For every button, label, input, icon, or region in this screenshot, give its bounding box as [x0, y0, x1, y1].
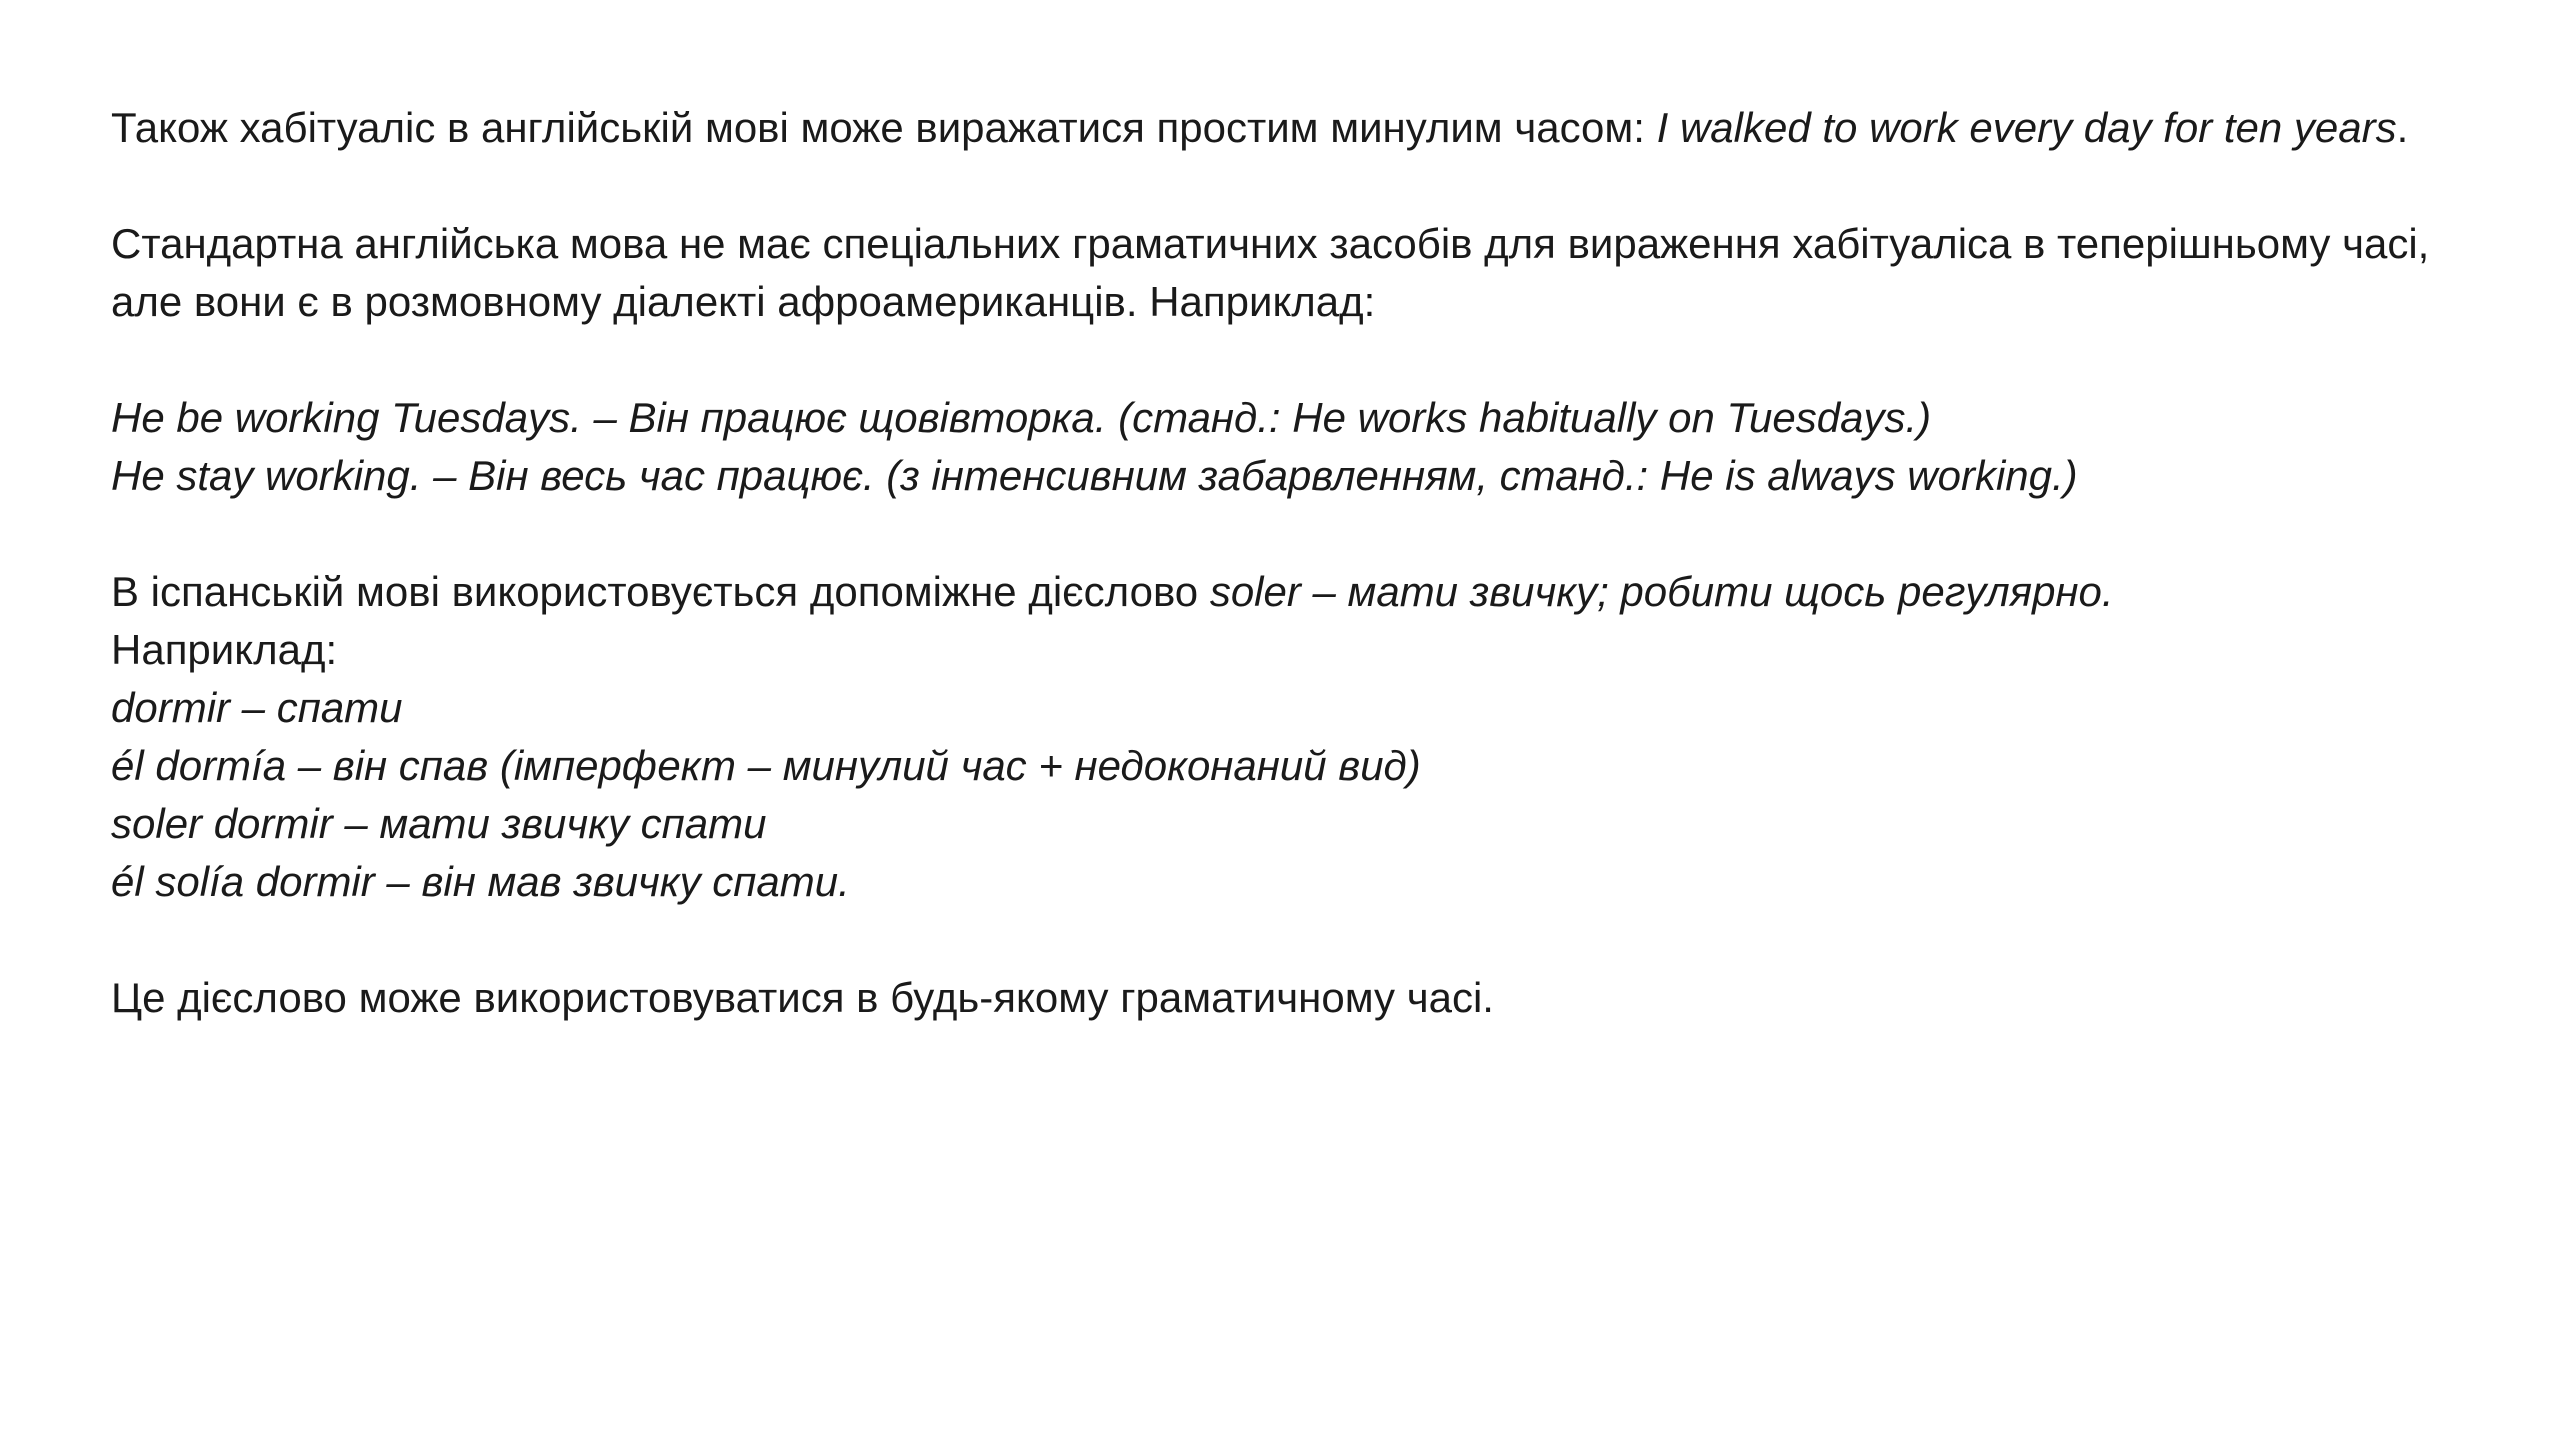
example-spanish-3: soler dormir – мати звичку спати	[111, 800, 767, 847]
spacer	[111, 157, 2471, 215]
soler-definition: soler – мати звичку; робити щось регулярно.	[1209, 568, 2114, 615]
paragraph-text: Також хабітуаліс в англійській мові може виражатися простим минулим часом:	[111, 104, 1657, 151]
example-spanish-4: él solía dormir – він мав звичку спати.	[111, 858, 850, 905]
paragraph-end: .	[2396, 104, 2409, 151]
paragraph-text: В іспанській мові використовується допоміжне дієслово	[111, 568, 1210, 615]
spacer	[111, 331, 2471, 389]
paragraph-spanish	[111, 563, 2471, 621]
spacer	[111, 505, 2471, 563]
example-aave-1: He be working Tuesdays. – Він працює щовівторка. (станд.: He works habitually on Tuesdays.)	[111, 394, 1932, 441]
spacer	[111, 911, 2471, 969]
example-spanish-1: dormir – спати	[111, 684, 403, 731]
example-english-past: I walked to work every day for ten years	[1656, 104, 2397, 151]
paragraph-habitual-past	[111, 99, 2471, 157]
paragraph-any-tense: Це дієслово може використовуватися в будь-якому граматичному часі.	[111, 974, 1494, 1021]
example-label: Наприклад:	[111, 626, 338, 673]
slide-content	[111, 99, 2471, 1027]
example-spanish-2: él dormía – він спав (імперфект – минулий час + недоконаний вид)	[111, 742, 1421, 789]
paragraph-standard-english: Стандартна англійська мова не має спеціальних граматичних засобів для вираження хабітуаліса в теперішньому часі, але вони є в розмовному діалекті афроамериканців. Наприклад:	[111, 220, 2430, 325]
example-aave-2: He stay working. – Він весь час працює. (з інтенсивним забарвленням, станд.: He is always working.)	[111, 452, 2078, 499]
